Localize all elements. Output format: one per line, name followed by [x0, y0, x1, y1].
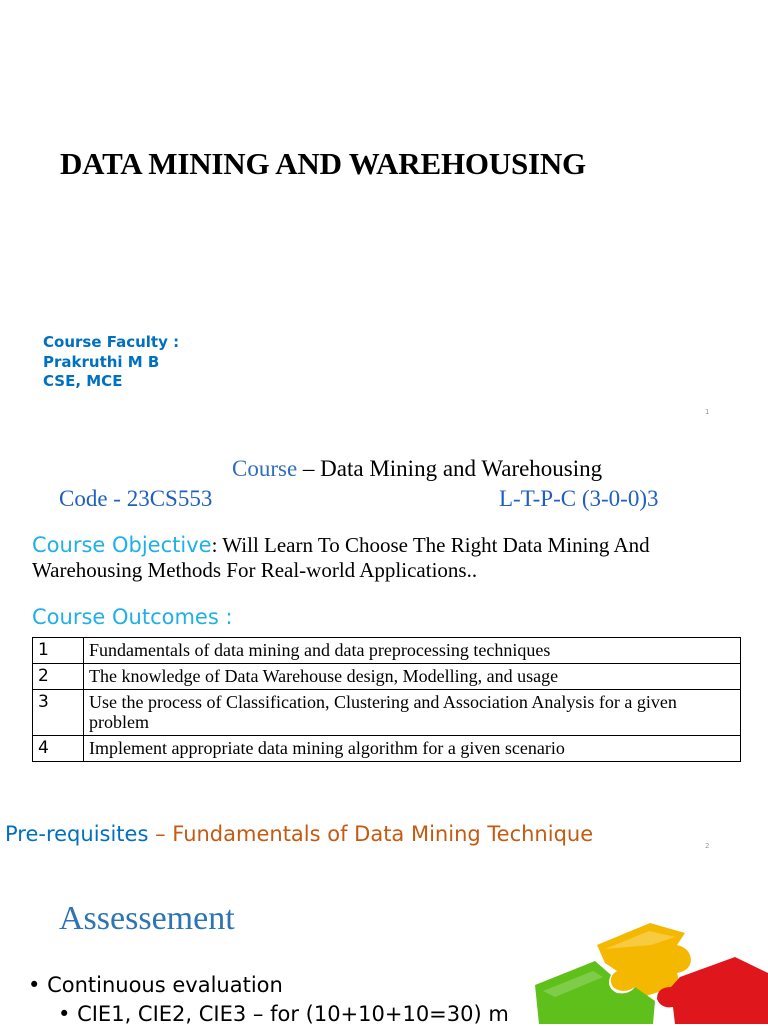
ltpc: L-T-P-C (3-0-0)3 [499, 486, 659, 511]
table-row [33, 690, 741, 736]
objective-colon: : [211, 533, 218, 557]
objective-label: Course Objective [32, 533, 212, 557]
course-line [232, 456, 602, 482]
bullet-cie [58, 1002, 528, 1026]
outcomes-table [32, 637, 741, 762]
prereq-text: – Fundamentals of Data Mining Technique [148, 822, 594, 846]
course-objective [32, 533, 752, 583]
outcome-number: 1 [33, 638, 84, 664]
faculty-department: CSE, MCE [43, 372, 123, 390]
course-label: Course [232, 456, 298, 481]
outcome-number: 2 [33, 664, 84, 690]
outcome-text: Fundamentals of data mining and data preprocessing techniques [84, 638, 741, 664]
course-code: Code - 23CS553 [59, 486, 213, 511]
course-name: – Data Mining and Warehousing [297, 456, 603, 481]
slide-title: DATA MINING AND WAREHOUSING [60, 146, 586, 181]
bullet-continuous-evaluation [28, 973, 283, 997]
bullet-dot: • [28, 973, 41, 997]
outcome-text: Use the process of Classification, Clustering and Association Analysis for a given problem [84, 690, 741, 736]
puzzle-pieces-image [525, 915, 768, 1024]
bullet-text: CIE1, CIE2, CIE3 – for (10+10+10=30) m [77, 1002, 509, 1026]
course-faculty-block [43, 333, 179, 392]
assessment-heading: Assessement [59, 900, 235, 937]
outcome-text: Implement appropriate data mining algorithm for a given scenario [84, 736, 741, 762]
page-number-1: 1 [705, 408, 710, 416]
table-row [33, 638, 741, 664]
page-number-2: 2 [705, 842, 710, 850]
faculty-label: Course Faculty : [43, 333, 180, 351]
objective-text: Will Learn To Choose The Right Data Mining And Warehousing Methods For Real-world Applications.. [32, 533, 650, 582]
outcome-text: The knowledge of Data Warehouse design, Modelling, and usage [84, 664, 741, 690]
outcome-number: 3 [33, 690, 84, 736]
prereq-label: Pre-requisites [5, 822, 149, 846]
prerequisites [5, 822, 593, 846]
bullet-dot: • [58, 1002, 71, 1026]
outcomes-heading: Course Outcomes : [32, 605, 233, 629]
outcome-number: 4 [33, 736, 84, 762]
table-row [33, 664, 741, 690]
table-row [33, 736, 741, 762]
bullet-text: Continuous evaluation [47, 973, 283, 997]
faculty-name: Prakruthi M B [43, 352, 160, 371]
